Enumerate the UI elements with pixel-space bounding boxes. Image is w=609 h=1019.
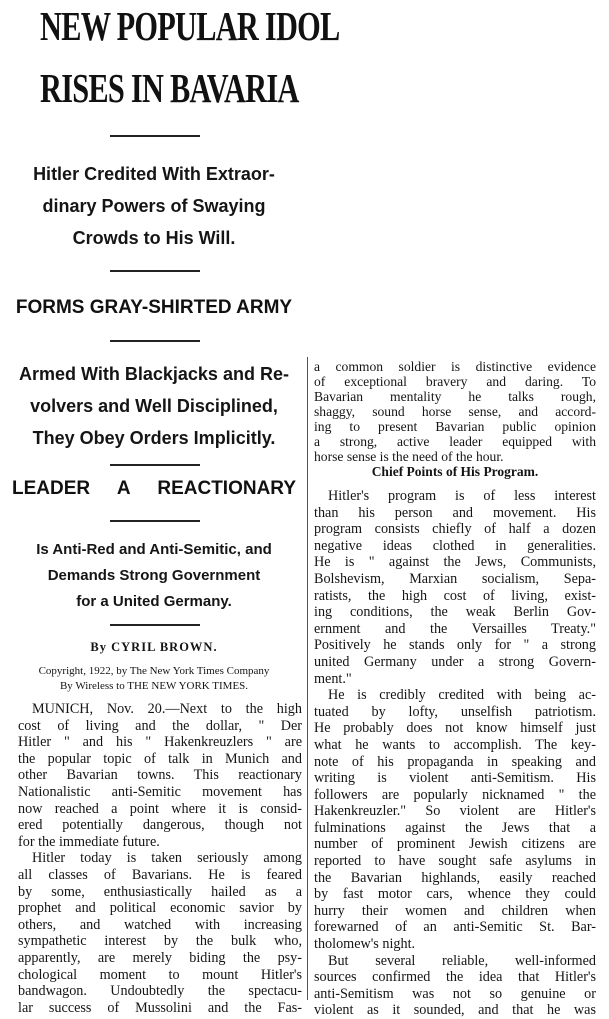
text-line: by fast motor cars, whence they could	[314, 886, 596, 903]
text-line: ratists, the high cost of living, exist-	[314, 587, 596, 604]
deck-caps-army: FORMS GRAY-SHIRTED ARMY	[15, 297, 293, 318]
text-line: a strong, active leader equipped with	[314, 434, 596, 449]
text-line: sources confirmed the idea that Hitler's	[314, 969, 596, 986]
text-line: reported to have sought safe asylums in	[314, 853, 596, 870]
deck-line: Armed With Blackjacks and Re-	[19, 364, 289, 384]
text-line: others, and watched with increasing	[18, 916, 302, 933]
text-line: MUNICH, Nov. 20.—Next to the high	[32, 701, 302, 717]
text-line: a common soldier is distinctive evidence	[314, 359, 596, 374]
text-line: the Bavarian highlands, easily reached	[314, 869, 596, 886]
text-line: note of his propaganda in speaking and	[314, 753, 596, 770]
article-column-left	[18, 701, 302, 1016]
byline: By CYRIL BROWN.	[90, 640, 218, 654]
text-line: forewarned of an anti-Semitic St. Bar-	[314, 919, 596, 936]
text-line: cost of living and the dollar, " Der	[18, 717, 302, 734]
text-line: what he wants to accomplish. The key-	[314, 736, 596, 753]
text-line: program consists chiefly of half a dozen	[314, 521, 596, 538]
text-line: fulminations against the Jews that a	[314, 819, 596, 836]
text-line: ment."	[314, 670, 352, 687]
text-line: Nationalistic anti-Semitic movement has	[18, 783, 302, 800]
text-line: ered potentially dangerous, though not	[18, 817, 302, 834]
deck-line: for a United Germany.	[76, 593, 232, 610]
text-line: hurry their women and children when	[314, 902, 596, 919]
deck-caps-leader	[0, 477, 308, 501]
deck-word: A	[116, 478, 131, 499]
text-line: the popular topic of talk in Munich and	[18, 750, 302, 767]
section-heading: Chief Points of His Program.	[371, 464, 539, 479]
article-column-right	[314, 488, 596, 1019]
text-line: writing is violent anti-Semitism. His	[314, 770, 596, 787]
text-line: by some, enthusiastically hailed as a	[18, 883, 302, 900]
text-line: Bolshevism, Marxian socialism, Sepa-	[314, 570, 596, 587]
deck-subhead-2	[0, 358, 308, 454]
text-line: number of prominent Jewish citizens are	[314, 836, 596, 853]
credit-line: Copyright, 1922, by The New York Times Company	[38, 665, 270, 677]
divider	[110, 135, 200, 137]
text-line: than his person and movement. His	[314, 504, 596, 521]
text-line: Hitler's program is of less interest	[328, 488, 596, 504]
copyright-credit	[0, 664, 308, 694]
text-line: negative ideas clothed in generalities.	[314, 537, 596, 554]
text-line: Hitler today is taken seriously among	[32, 850, 302, 867]
text-line: all classes of Bavarians. He is feared	[18, 866, 302, 883]
text-line: violent as it sounded, and that he was	[314, 1002, 596, 1019]
deck-line: Demands Strong Government	[47, 567, 261, 584]
deck-word: LEADER	[12, 478, 91, 499]
text-line: anti-Semitism was not so genuine or	[314, 985, 596, 1002]
headline-line-1: NEW POPULAR IDOL	[40, 3, 340, 49]
text-line: prophet and political economic savior by	[18, 900, 302, 917]
text-line: ing to present Bavarian public opinion	[314, 419, 596, 434]
text-line: chological moment to mount Hitler's	[18, 966, 302, 983]
text-line: Positively he stands only for " a strong	[314, 637, 596, 654]
text-line: sympathetic interest by the bulk who,	[18, 933, 302, 950]
text-line: Bavarian mentality he talks rough,	[314, 389, 596, 404]
deck-subhead-1	[0, 158, 308, 254]
text-line: for the immediate future.	[18, 833, 160, 850]
text-line: tholomew's night.	[314, 936, 416, 953]
text-line: other Bavarian towns. This reactionary	[18, 767, 302, 784]
article-column-right-top	[314, 359, 596, 464]
deck-line: They Obey Orders Implicitly.	[32, 428, 276, 448]
text-line: of exceptional bravery and daring. To	[314, 374, 596, 389]
divider	[110, 340, 200, 342]
deck-word: REACTIONARY	[157, 478, 296, 499]
deck-subhead-3	[0, 537, 308, 615]
column-rule	[307, 357, 308, 1000]
text-line: Hakenkreuzler." So violent are Hitler's	[314, 803, 596, 820]
divider	[110, 464, 200, 466]
text-line: apparently, are merely biding the psy-	[18, 949, 302, 966]
divider	[110, 270, 200, 272]
text-line: He is credibly credited with being ac-	[328, 687, 596, 704]
text-line: tuated by lofty, unselfish patriotism.	[314, 703, 596, 720]
headline-line-2: RISES IN BAVARIA	[40, 65, 299, 111]
text-line: He probably does not know himself just	[314, 720, 596, 737]
text-line: shaggy, sound horse sense, and accord-	[314, 404, 596, 419]
text-line: But several reliable, well-informed	[328, 952, 596, 969]
deck-line: Crowds to His Will.	[72, 228, 236, 248]
text-line: ernment and the Versailles Treaty."	[314, 620, 596, 637]
deck-line: dinary Powers of Swaying	[42, 196, 266, 216]
text-line: horse sense is the need of the hour.	[314, 449, 504, 464]
text-line: followers are popularly nicknamed " the	[314, 786, 596, 803]
divider	[110, 624, 200, 626]
text-line: ing conditions, the weak Berlin Gov-	[314, 604, 596, 621]
deck-line: volvers and Well Disciplined,	[30, 396, 278, 416]
deck-line: Hitler Credited With Extraor-	[33, 164, 275, 184]
text-line: united Germany under a strong Govern-	[314, 653, 596, 670]
credit-line: By Wireless to THE NEW YORK TIMES.	[59, 680, 249, 692]
text-line: lar success of Mussolini and the Fas-	[18, 999, 302, 1016]
divider	[110, 520, 200, 522]
text-line: bandwagon. Undoubtedly the spectacu-	[18, 983, 302, 1000]
text-line: He is " against the Jews, Communists,	[314, 554, 596, 571]
text-line: Hitler " and his " Hakenkreuzlers " are	[18, 734, 302, 751]
deck-line: Is Anti-Red and Anti-Semitic, and	[36, 541, 272, 558]
text-line: now reached a point where it is consid-	[18, 800, 302, 817]
